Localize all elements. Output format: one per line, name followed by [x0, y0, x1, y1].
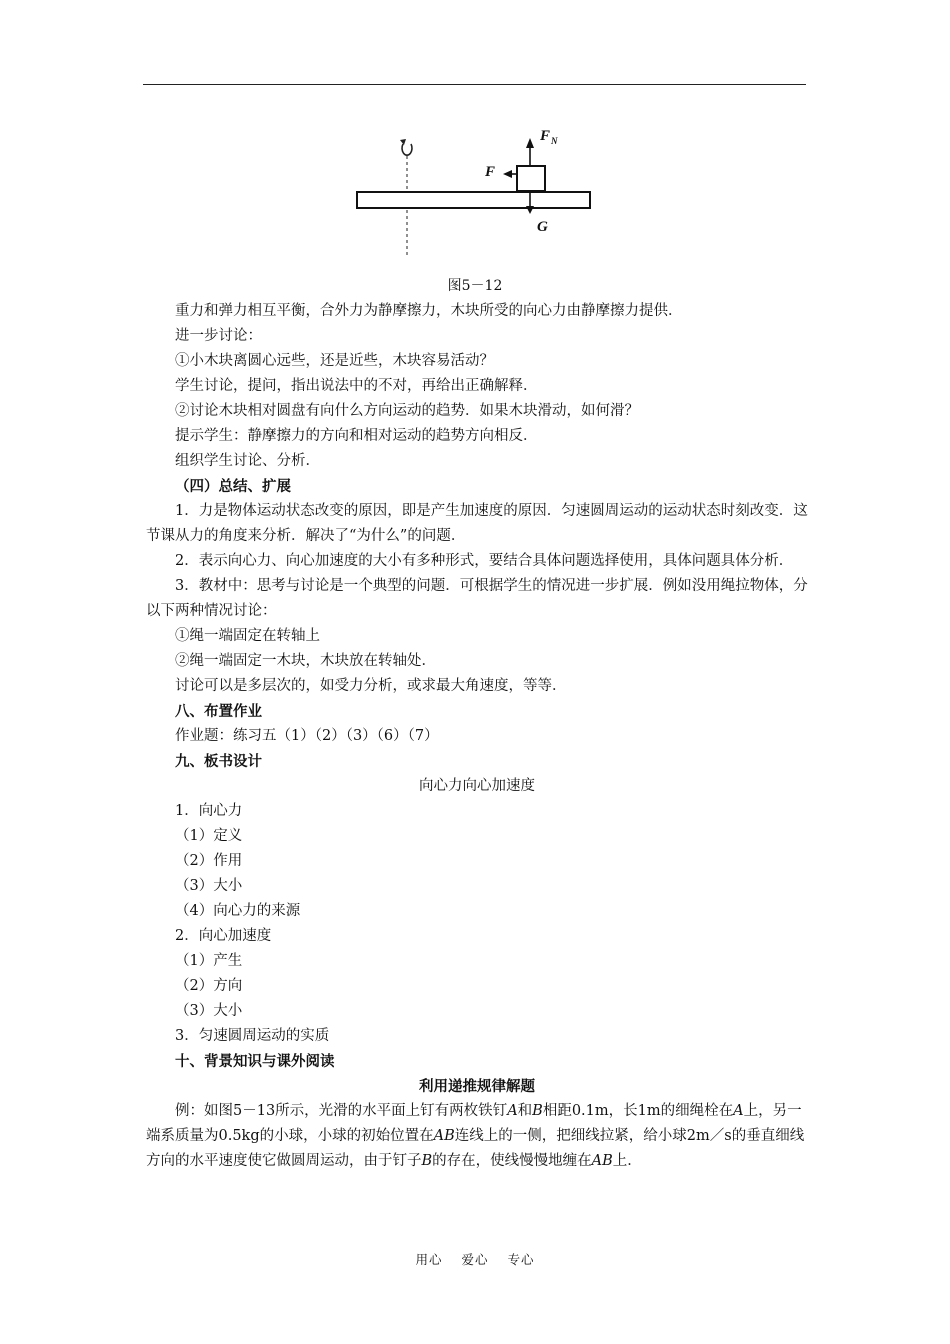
figure-caption: 图5－12 [447, 278, 503, 294]
list-item: （3）大小 [175, 878, 243, 894]
paragraph: 2．表示向心力、向心加速度的大小有多种形式，要结合具体问题选择使用，具体问题具体分析． [175, 553, 794, 569]
section-heading: 八、布置作业 [175, 703, 262, 720]
label-g: G [537, 219, 548, 235]
example-text: 相距0.1m，长1m的细绳栓在 [542, 1103, 734, 1119]
list-item: （4）向心力的来源 [175, 903, 301, 919]
example-text: 的存在，使线慢慢地缠在 [432, 1153, 592, 1169]
gravity-force-arrow [526, 206, 534, 214]
page-footer: 用心 爱心 专心 [415, 1252, 535, 1267]
section-heading: 九、板书设计 [175, 753, 262, 770]
paragraph: 组织学生讨论、分析． [175, 453, 320, 469]
paragraph: 作业题：练习五（1）（2）（3）（6）（7） [175, 728, 439, 744]
paragraph: 讨论可以是多层次的，如受力分析，或求最大角速度，等等． [175, 678, 567, 694]
paragraph: ①小木块离圆心远些，还是近些，木块容易活动？ [175, 353, 494, 369]
list-item: （3）大小 [175, 1003, 243, 1019]
label-f: F [485, 164, 496, 180]
figure-5-12 [340, 118, 610, 258]
paragraph: 3．教材中：思考与讨论是一个典型的问题．可根据学生的情况进一步扩展．例如没用绳拉物体，分以下两种情况讨论： [146, 578, 808, 619]
label-fn: F [540, 128, 551, 144]
point-b: B [421, 1153, 433, 1169]
example-paragraph [146, 1099, 808, 1174]
section-heading: 十、背景知识与课外阅读 [175, 1053, 335, 1070]
segment-ab: AB [591, 1153, 613, 1169]
example-text: 例：如图5－13所示，光滑的水平面上钉有两枚铁钉 [175, 1103, 508, 1119]
section-heading: （四）总结、扩展 [175, 478, 291, 495]
list-item: （2）方向 [175, 978, 243, 994]
body-text [146, 299, 808, 1174]
list-item: （1）定义 [175, 828, 243, 844]
paragraph: 1．力是物体运动状态改变的原因，即是产生加速度的原因．匀速圆周运动的运动状态时刻改变．这节课从力的角度来分析．解决了“为什么”的问题． [146, 503, 808, 544]
point-a: A [733, 1103, 744, 1119]
paragraph: ②绳一端固定一木块，木块放在转轴处． [175, 653, 436, 669]
list-item: （2）作用 [175, 853, 243, 869]
example-text: 连线上的一侧，把细线拉紧，给小球2m／s的垂直细线方向的水平速度使它做圆周运动，由于钉子 [146, 1128, 805, 1169]
paragraph: 学生讨论，提问，指出说法中的不对，再给出正确解释． [175, 378, 538, 394]
wood-block [517, 166, 545, 191]
paragraph: ①绳一端固定在转轴上 [175, 628, 320, 644]
header-rule [143, 84, 806, 85]
board-title: 向心力向心加速度 [419, 778, 535, 794]
list-item: 2．向心加速度 [175, 928, 272, 944]
list-item: 1．向心力 [175, 803, 243, 819]
label-fn-sub: N [551, 136, 558, 146]
example-text: 上，另一端系质量为0.5kg的小球，小球的初始位置在 [146, 1103, 802, 1144]
paragraph: ②讨论木块相对圆盘有向什么方向运动的趋势．如果木块滑动，如何滑？ [175, 403, 639, 419]
list-item: （1）产生 [175, 953, 243, 969]
friction-force-arrow [503, 170, 512, 178]
example-text: 上． [612, 1153, 642, 1169]
article-title: 利用递推规律解题 [419, 1078, 535, 1095]
example-text: 和 [517, 1103, 533, 1119]
point-b: B [532, 1103, 543, 1119]
normal-force-arrow [526, 138, 534, 148]
segment-ab: AB [433, 1128, 455, 1144]
paragraph: 重力和弹力相互平衡，合外力为静摩擦力，木块所受的向心力由静摩擦力提供． [175, 303, 683, 319]
paragraph: 提示学生：静摩擦力的方向和相对运动的趋势方向相反． [175, 428, 538, 444]
rotation-arrow-icon [402, 144, 412, 155]
point-a: A [507, 1103, 518, 1119]
disc [357, 192, 590, 208]
list-item: 3．匀速圆周运动的实质 [175, 1028, 330, 1044]
paragraph: 进一步讨论： [175, 328, 262, 344]
